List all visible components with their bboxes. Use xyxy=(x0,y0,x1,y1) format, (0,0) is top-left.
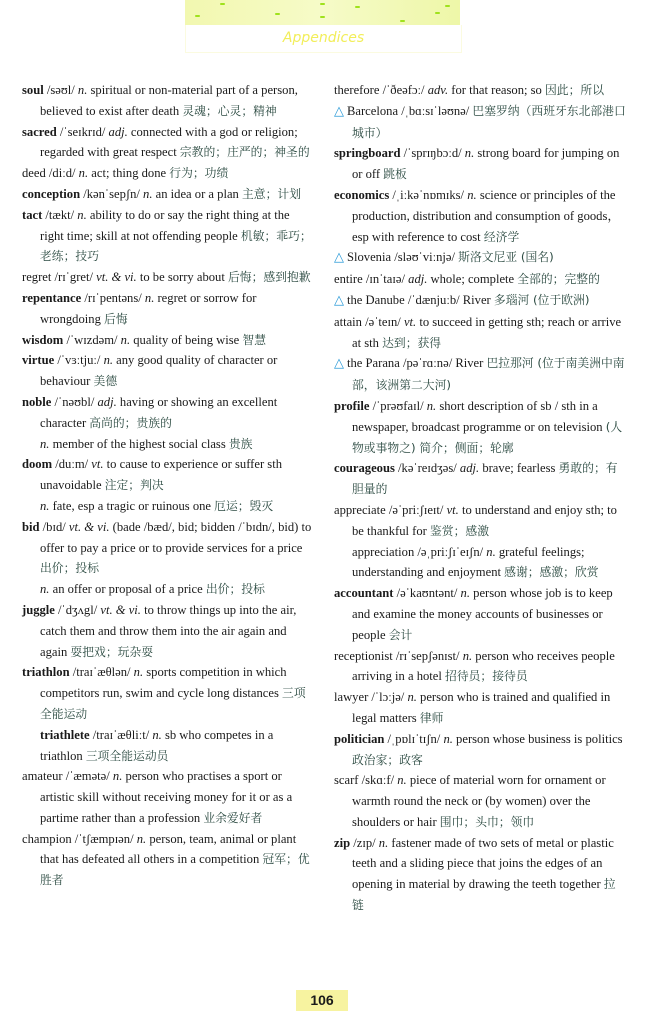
definition-text: /ˈnəʊbl/ xyxy=(51,394,98,409)
definition-text: sb who competes in a triathlon xyxy=(40,727,274,763)
glossary-entry xyxy=(22,163,312,184)
chinese-translation: 三项全能运动 xyxy=(40,686,306,721)
part-of-speech: n. xyxy=(112,769,123,784)
headword: triathlete xyxy=(40,727,90,742)
part-of-speech: n. xyxy=(467,187,477,202)
chinese-translation: 主意；计划 xyxy=(242,186,301,201)
part-of-speech: vt. & vi. xyxy=(68,519,110,534)
chinese-translation: 宗教的；庄严的；神圣的 xyxy=(179,145,310,160)
glossary-column-left xyxy=(22,80,312,891)
header-decoration-band xyxy=(185,0,460,25)
glossary-entry xyxy=(22,288,312,330)
definition-text: quality of being wise xyxy=(130,332,243,347)
headword: repentance xyxy=(22,290,82,305)
chinese-translation: 招待员；接待员 xyxy=(445,669,528,684)
definition-text: to be sorry about xyxy=(136,270,228,285)
definition-text: an idea or a plan xyxy=(152,186,242,201)
glossary-subentry xyxy=(22,496,312,517)
definition-text: /ˌpɒlɪˈtɪʃn/ xyxy=(384,731,444,746)
definition-text: /tækt/ xyxy=(42,207,78,222)
glossary-entry xyxy=(334,770,626,832)
glossary-entry xyxy=(334,583,626,645)
glossary-entry xyxy=(22,517,312,579)
part-of-speech: vt. xyxy=(91,457,104,472)
chinese-translation: 经济学 xyxy=(483,229,520,244)
glossary-entry xyxy=(334,396,626,458)
definition-text: /ˈwɪzdəm/ xyxy=(63,332,121,347)
glossary-entry xyxy=(334,247,626,269)
chinese-translation: 感谢；感激；欣赏 xyxy=(504,565,599,580)
headword: soul xyxy=(22,83,44,97)
definition-text: person who is trained and qualified in legal matters xyxy=(352,690,611,725)
definition-text: /kəˈreɪdʒəs/ xyxy=(394,461,460,476)
chinese-translation: 斯洛文尼亚 (国名) xyxy=(458,250,554,265)
chinese-translation: 高尚的；贵族的 xyxy=(89,415,172,430)
headword: conception xyxy=(22,186,81,201)
definition-text: sports competition in which competitors run, swim and cycle long distances xyxy=(40,665,287,701)
definition-text: /zɪp/ xyxy=(350,835,379,850)
glossary-entry xyxy=(22,330,312,351)
definition-text: /kənˈsepʃn/ xyxy=(80,186,144,201)
definition-text: /ˈdʒʌgl/ xyxy=(54,602,101,617)
definition-text: act; thing done xyxy=(88,166,170,181)
chinese-translation: 出价；投标 xyxy=(40,561,99,576)
chinese-translation: 三项全能运动员 xyxy=(85,748,169,763)
definition-text: strong board for jumping on or off xyxy=(352,146,620,182)
glossary-entry xyxy=(334,312,626,354)
part-of-speech: vt. xyxy=(446,502,459,517)
definition-text: /rɪˈpentəns/ xyxy=(81,290,145,305)
definition-text: piece of material worn for ornament or warmth round the neck or (by women) over the shoulders or hair xyxy=(352,773,606,829)
definition-text: person whose business is politics xyxy=(452,731,623,746)
chinese-translation: 耍把戏；玩杂耍 xyxy=(70,644,154,659)
definition-text: /duːm/ xyxy=(52,457,92,472)
part-of-speech: adj. xyxy=(459,461,480,476)
part-of-speech: n. xyxy=(77,207,87,222)
glossary-subentry xyxy=(334,542,626,584)
definition-text: /ˌiːkəˈnɒmɪks/ xyxy=(389,187,468,202)
definition-text: person who practises a sport or artistic skill without receiving money for it or as a partime rather than a profession xyxy=(40,769,293,825)
headword: juggle xyxy=(22,602,55,617)
headword: noble xyxy=(22,394,52,409)
headword: bid xyxy=(22,519,40,534)
part-of-speech: n. xyxy=(133,665,144,680)
chinese-translation: 律师 xyxy=(419,710,444,725)
running-header xyxy=(185,25,462,53)
chinese-translation: (人物或事物之) 简介；侧面；轮廓 xyxy=(352,419,623,455)
part-of-speech: n. xyxy=(143,186,153,201)
glossary-entry xyxy=(22,122,312,164)
glossary-entry xyxy=(334,269,626,290)
chinese-translation: 行为；功绩 xyxy=(169,166,229,181)
chinese-translation: 出价；投标 xyxy=(205,582,265,597)
definition-text: brave; fearless xyxy=(479,461,559,476)
chinese-translation: 机敏；乖巧；老练；技巧 xyxy=(40,228,312,264)
part-of-speech: adj. xyxy=(408,272,428,287)
glossary-entry xyxy=(22,600,312,662)
part-of-speech: n. xyxy=(120,332,131,347)
chinese-translation: 巴塞罗纳（西班牙东北部港口城市） xyxy=(352,103,626,140)
definition-text: scarf /skɑːf/ xyxy=(334,773,398,788)
triangle-marker-icon: △ xyxy=(334,356,344,372)
part-of-speech: n. xyxy=(40,436,50,451)
chinese-translation: 冠军；优胜者 xyxy=(40,852,310,888)
part-of-speech: n. xyxy=(407,690,417,705)
definition-text: an offer or proposal of a price xyxy=(49,582,206,597)
headword: zip xyxy=(334,835,351,850)
headword: tact xyxy=(22,207,43,222)
glossary-entry xyxy=(334,80,626,101)
definition-text: entire /ɪnˈtaɪə/ xyxy=(334,272,409,287)
definition-text: (bade /bæd/, bid; bidden /ˈbɪdn/, bid) to offer to pay a price or to provide services for a price xyxy=(40,519,312,555)
glossary-entry xyxy=(334,646,626,688)
chinese-translation: 会计 xyxy=(388,627,413,642)
definition-text: the Parana /pəˈrɑːnə/ River xyxy=(347,356,487,371)
part-of-speech: n. xyxy=(443,731,453,746)
definition-text: for that reason; so xyxy=(448,83,545,97)
glossary-entry xyxy=(22,184,312,205)
definition-text: /traɪˈæθlən/ xyxy=(69,665,134,680)
glossary-entry xyxy=(22,267,312,288)
glossary-subentry xyxy=(22,579,312,600)
part-of-speech: n. xyxy=(40,582,50,597)
chinese-translation: 后悔 xyxy=(104,311,128,326)
definition-text: Barcelona /ˌbɑːsɪˈləʊnə/ xyxy=(347,103,473,118)
headword: politician xyxy=(334,731,385,746)
triangle-marker-icon: △ xyxy=(334,292,344,308)
glossary-entry xyxy=(22,766,312,828)
triangle-marker-icon: △ xyxy=(334,103,344,119)
part-of-speech: adv. xyxy=(427,83,449,97)
part-of-speech: n. xyxy=(464,146,475,161)
part-of-speech: adj. xyxy=(108,124,128,139)
part-of-speech: vt. & vi. xyxy=(100,602,141,617)
chinese-translation: 跳板 xyxy=(383,167,407,182)
definition-text: member of the highest social class xyxy=(49,436,229,451)
chinese-translation: 围巾；头巾；领巾 xyxy=(439,814,535,829)
glossary-entry xyxy=(334,143,626,185)
glossary-entry xyxy=(22,454,312,496)
chinese-translation: 厄运；毁灭 xyxy=(214,498,274,513)
definition-text: person, team, animal or plant that has defeated all others in a competition xyxy=(40,831,297,867)
chinese-translation: 灵魂；心灵；精神 xyxy=(182,103,277,118)
headword: triathlon xyxy=(22,665,70,680)
part-of-speech: n. xyxy=(78,166,89,181)
glossary-entry xyxy=(22,392,312,434)
definition-text: attain /əˈteɪn/ xyxy=(334,314,404,329)
definition-text: person whose job is to keep and examine the money accounts of businesses or people xyxy=(352,586,613,642)
chinese-translation: 后悔；感到抱歉 xyxy=(228,270,311,285)
part-of-speech: n. xyxy=(460,586,470,601)
headword: wisdom xyxy=(22,332,64,347)
definition-text: science or principles of the production, distribution and consumption of goods，esp with reference to cost xyxy=(352,187,620,244)
glossary-entry xyxy=(334,458,626,500)
definition-text: fate, esp a tragic or ruinous one xyxy=(49,498,215,513)
headword: profile xyxy=(334,398,370,413)
glossary-subentry xyxy=(22,725,312,767)
definition-text: to cause to experience or suffer sth unavoidable xyxy=(40,457,282,493)
chinese-translation: 达到；获得 xyxy=(382,335,442,350)
definition-text: regret /rɪˈgret/ xyxy=(22,270,97,285)
definition-text: receptionist /rɪˈsepʃənɪst/ xyxy=(334,648,463,663)
glossary-entry xyxy=(334,101,626,144)
headword: springboard xyxy=(334,146,401,161)
definition-text: connected with a god or religion; regarded with great respect xyxy=(40,124,298,160)
definition-text: /ˈseɪkrɪd/ xyxy=(56,124,109,139)
part-of-speech: n. xyxy=(103,353,114,368)
definition-text: any good quality of character or behaviour xyxy=(40,353,278,389)
definition-text: appreciation /əˌpriːʃɪˈeɪʃn/ xyxy=(352,544,487,559)
headword: doom xyxy=(22,457,53,472)
part-of-speech: n. xyxy=(397,773,407,788)
definition-text: whole; complete xyxy=(427,272,518,287)
definition-text: to succeed in getting sth; reach or arrive at sth xyxy=(352,314,622,350)
chinese-translation: 拉链 xyxy=(352,877,616,913)
definition-text: lawyer /ˈlɔːjə/ xyxy=(334,690,408,705)
section-title: Appendices xyxy=(282,30,365,46)
glossary-entry xyxy=(22,205,312,267)
part-of-speech: n. xyxy=(486,544,496,559)
chinese-translation: 美德 xyxy=(93,374,118,389)
chinese-translation: 多瑙河 (位于欧洲) xyxy=(493,292,590,307)
definition-text: /ˈprəʊfaɪl/ xyxy=(369,398,427,413)
definition-text: /traɪˈæθliːt/ xyxy=(89,727,153,742)
glossary-entry xyxy=(334,729,626,771)
part-of-speech: n. xyxy=(77,83,88,97)
definition-text: champion /ˈtʃæmpɪən/ xyxy=(22,831,137,846)
part-of-speech: n. xyxy=(152,727,162,742)
glossary-entry xyxy=(334,833,626,916)
glossary-entry xyxy=(22,662,312,724)
chinese-translation: 勇敢的；有胆量的 xyxy=(352,461,618,497)
glossary-entry xyxy=(334,353,626,396)
part-of-speech: n. xyxy=(426,398,437,413)
chinese-translation: 智慧 xyxy=(242,332,266,347)
chinese-translation: 注定；判决 xyxy=(104,478,164,493)
headword: virtue xyxy=(22,353,55,368)
definition-text: to throw things up into the air, catch them and throw them into the air again and again xyxy=(40,602,297,659)
glossary-entry xyxy=(334,687,626,729)
definition-text: to understand and enjoy sth; to be thankful for xyxy=(352,502,617,538)
definition-text: the Danube /ˈdænjuːb/ River xyxy=(347,292,494,307)
definition-text: deed /diːd/ xyxy=(22,166,79,181)
headword: accountant xyxy=(334,586,394,601)
headword: sacred xyxy=(22,124,57,139)
part-of-speech: n. xyxy=(378,835,389,850)
glossary-entry xyxy=(334,290,626,312)
definition-text: short description of sb / sth in a newspaper, broadcast programme or on television xyxy=(352,398,606,434)
definition-text: grateful feelings; understanding and enjoyment xyxy=(352,544,585,580)
part-of-speech: vt. & vi. xyxy=(96,270,137,285)
definition-text: /əˈkaʊntənt/ xyxy=(393,586,461,601)
definition-text: person who receives people arriving in a hotel xyxy=(352,648,615,684)
glossary-entry xyxy=(22,80,312,122)
part-of-speech: vt. xyxy=(403,314,417,329)
definition-text: fastener made of two sets of metal or plastic teeth and a sliding piece that joins the edges of an opening in material by drawing the teeth together xyxy=(352,835,614,892)
part-of-speech: n. xyxy=(40,498,50,513)
definition-text: /səʊl/ xyxy=(43,83,78,97)
part-of-speech: n. xyxy=(136,831,147,846)
part-of-speech: n. xyxy=(144,290,155,305)
definition-text: appreciate /əˈpriːʃɪeɪt/ xyxy=(334,502,447,517)
glossary-entry xyxy=(22,350,312,392)
definition-text: ability to do or say the right thing at the right time; skill at not offending people xyxy=(40,207,290,243)
chinese-translation: 因此；所以 xyxy=(545,83,604,97)
chinese-translation: 业余爱好者 xyxy=(203,810,263,825)
definition-text: amateur /ˈæmətə/ xyxy=(22,769,113,784)
part-of-speech: n. xyxy=(462,648,473,663)
glossary-entry xyxy=(334,185,626,247)
definition-text: /ˈsprɪŋbɔːd/ xyxy=(400,146,465,161)
definition-text: Slovenia /sləʊˈviːnjə/ xyxy=(347,250,459,265)
definition-text: /bɪd/ xyxy=(39,519,69,534)
glossary-entry xyxy=(334,500,626,542)
headword: courageous xyxy=(334,461,395,476)
definition-text: having or showing an excellent character xyxy=(40,394,278,430)
chinese-translation: 贵族 xyxy=(228,436,253,451)
glossary-column-right xyxy=(334,80,626,916)
definition-text: /ˈvɜːtjuː/ xyxy=(54,353,104,368)
triangle-marker-icon: △ xyxy=(334,250,344,266)
page-number: 106 xyxy=(296,990,348,1011)
definition-text: spiritual or non-material part of a person, believed to exist after death xyxy=(40,83,298,118)
definition-text: therefore /ˈðeəfɔː/ xyxy=(334,83,428,97)
part-of-speech: adj. xyxy=(97,394,117,409)
glossary-subentry xyxy=(22,434,312,455)
headword: economics xyxy=(334,187,390,202)
chinese-translation: 全部的；完整的 xyxy=(517,272,600,287)
chinese-translation: 鉴赏；感激 xyxy=(430,523,489,538)
chinese-translation: 巴拉那河 (位于南美洲中南部，该洲第二大河) xyxy=(352,356,625,393)
glossary-entry xyxy=(22,829,312,891)
definition-text: regret or sorrow for wrongdoing xyxy=(40,290,257,326)
chinese-translation: 政治家；政客 xyxy=(352,752,423,767)
